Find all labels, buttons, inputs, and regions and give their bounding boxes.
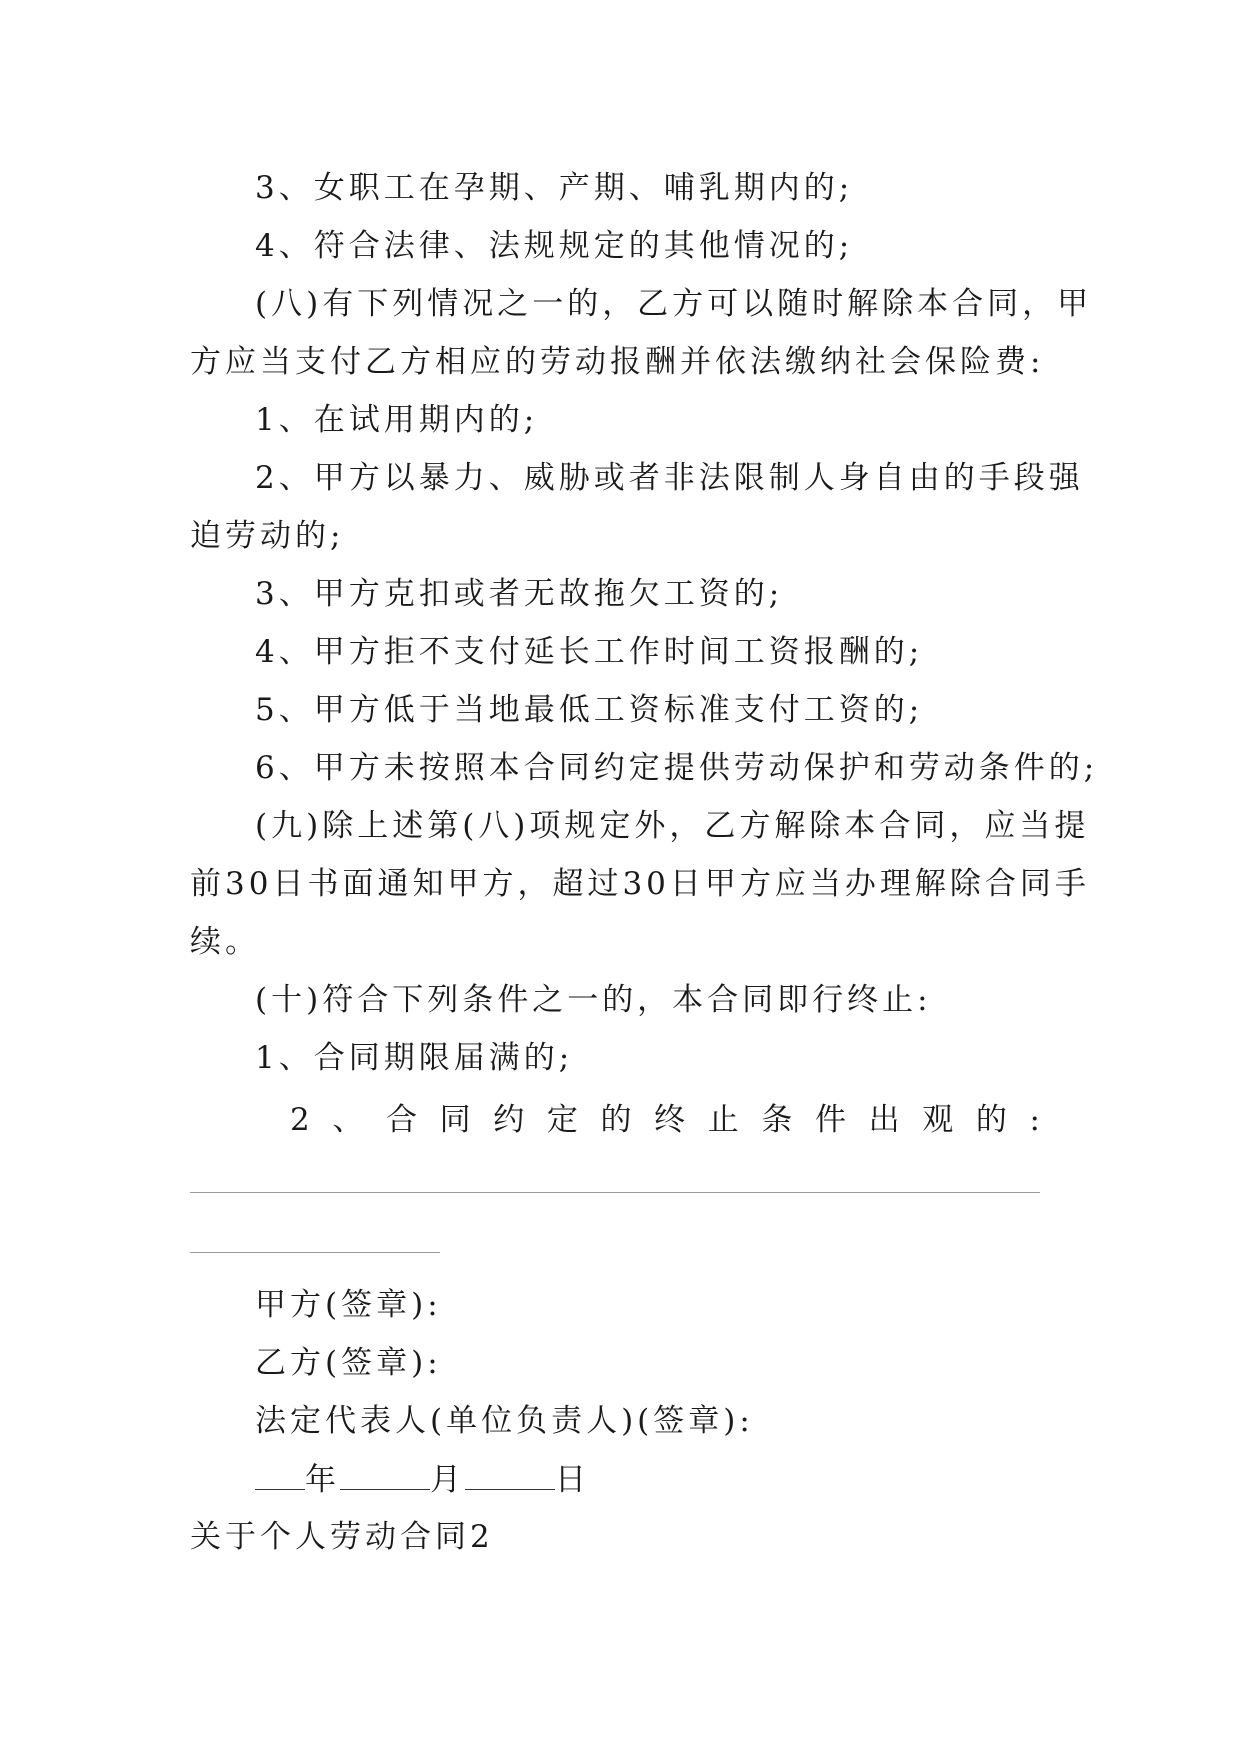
clause-heading: (九)除上述第(八)项规定外，乙方解除本合同，应当提 — [255, 808, 1090, 844]
clause-line: 续。 — [190, 924, 260, 960]
clause-line: 4、甲方拒不支付延长工作时间工资报酬的; — [255, 634, 924, 670]
legal-representative-signature: 法定代表人(单位负责人)(签章): — [255, 1403, 754, 1439]
clause-line: 3、甲方克扣或者无故拖欠工资的; — [255, 576, 784, 612]
spread-char: 观 — [922, 1102, 954, 1138]
spread-char: 同 — [439, 1102, 471, 1138]
spread-char: : — [1029, 1102, 1040, 1138]
clause-line: 1、在试用期内的; — [255, 402, 539, 438]
spread-char: 约 — [493, 1102, 525, 1138]
year-label: 年 — [305, 1462, 340, 1498]
spread-char: 的 — [600, 1102, 632, 1138]
year-blank — [255, 1459, 305, 1490]
clause-heading: (八)有下列情况之一的，乙方可以随时解除本合同，甲 — [255, 286, 1093, 322]
fill-in-blank-line — [190, 1252, 440, 1253]
spread-char: 出 — [868, 1102, 900, 1138]
clause-line: 1、合同期限届满的; — [255, 1040, 574, 1076]
spread-char: 、 — [332, 1102, 364, 1138]
month-blank — [340, 1459, 430, 1490]
clause-line: 6、甲方未按照本合同约定提供劳动保护和劳动条件的; — [255, 750, 1099, 786]
clause-line: 4、符合法律、法规规定的其他情况的; — [255, 228, 854, 264]
clause-line: 前30日书面通知甲方，超过30日甲方应当办理解除合同手 — [190, 866, 1090, 902]
spread-clause-line — [290, 1100, 1040, 1140]
spread-char: 条 — [761, 1102, 793, 1138]
day-blank — [465, 1459, 555, 1490]
next-document-title: 关于个人劳动合同2 — [190, 1519, 494, 1555]
spread-char: 终 — [654, 1102, 686, 1138]
spread-char: 件 — [814, 1102, 846, 1138]
party-a-signature: 甲方(签章): — [255, 1287, 442, 1323]
spread-char: 2 — [290, 1102, 310, 1138]
spread-char: 合 — [385, 1102, 417, 1138]
clause-line: 方应当支付乙方相应的劳动报酬并依法缴纳社会保险费: — [190, 344, 1045, 380]
fill-in-blank-line — [190, 1192, 1040, 1193]
spread-char: 的 — [975, 1102, 1007, 1138]
clause-heading: (十)符合下列条件之一的，本合同即行终止: — [255, 982, 932, 1018]
spread-char: 定 — [546, 1102, 578, 1138]
spread-char: 止 — [707, 1102, 739, 1138]
signing-date — [255, 1459, 1115, 1500]
clause-line: 迫劳动的; — [190, 518, 345, 554]
party-b-signature: 乙方(签章): — [255, 1345, 442, 1381]
clause-line: 5、甲方低于当地最低工资标准支付工资的; — [255, 692, 924, 728]
month-label: 月 — [430, 1462, 465, 1498]
day-label: 日 — [555, 1462, 590, 1498]
clause-line: 2、甲方以暴力、威胁或者非法限制人身自由的手段强 — [255, 460, 1084, 496]
clause-line: 3、女职工在孕期、产期、哺乳期内的; — [255, 170, 854, 206]
